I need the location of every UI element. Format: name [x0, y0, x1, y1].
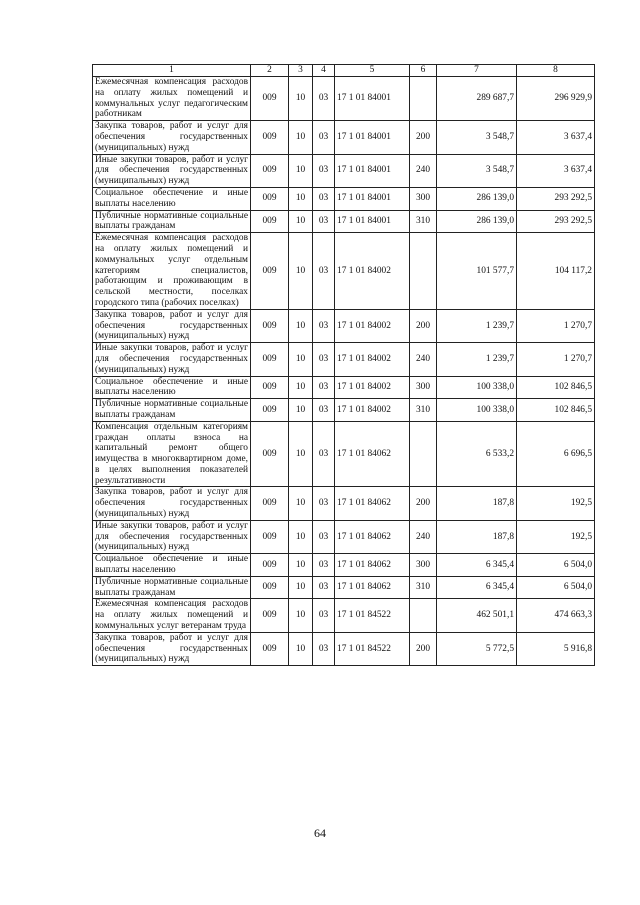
row-amount-year2: 192,5 [517, 487, 595, 520]
table-body [93, 65, 595, 666]
table-row [93, 599, 595, 632]
row-amount-year2: 104 117,2 [517, 233, 595, 310]
row-name: Ежемесячная компенсация расходов на оплату жилых помещений и коммунальных услуг отдельным категориям специалистов, работающим и проживающим в сельской местности, поселках городского типа (рабочих поселках) [93, 233, 251, 310]
row-section: 10 [289, 399, 313, 422]
header-cell-2: 2 [251, 65, 289, 77]
row-target-article: 17 1 01 84062 [335, 554, 410, 577]
row-section: 10 [289, 632, 313, 665]
row-subsection: 03 [313, 421, 335, 487]
row-target-article: 17 1 01 84522 [335, 599, 410, 632]
header-cell-8: 8 [517, 65, 595, 77]
row-grbs: 009 [251, 487, 289, 520]
header-cell-5: 5 [335, 65, 410, 77]
row-expense-type: 310 [410, 399, 437, 422]
row-grbs: 009 [251, 210, 289, 233]
row-name: Социальное обеспечение и иные выплаты населению [93, 376, 251, 399]
table-row [93, 576, 595, 599]
row-name: Компенсация отдельным категориям граждан оплаты взноса на капитальный ремонт общего имущества в многоквартирном доме, в целях выполнения показателей результативности [93, 421, 251, 487]
header-cell-6: 6 [410, 65, 437, 77]
row-grbs: 009 [251, 399, 289, 422]
row-section: 10 [289, 154, 313, 187]
row-section: 10 [289, 77, 313, 121]
row-expense-type [410, 421, 437, 487]
table-row [93, 343, 595, 376]
row-expense-type: 310 [410, 210, 437, 233]
row-grbs: 009 [251, 554, 289, 577]
row-name: Закупка товаров, работ и услуг для обеспечения государственных (муниципальных) нужд [93, 121, 251, 154]
row-section: 10 [289, 233, 313, 310]
row-amount-year2: 293 292,5 [517, 187, 595, 210]
table-row [93, 121, 595, 154]
row-grbs: 009 [251, 520, 289, 553]
table-row [93, 210, 595, 233]
header-cell-7: 7 [437, 65, 517, 77]
row-name: Иные закупки товаров, работ и услуг для обеспечения государственных (муниципальных) нужд [93, 520, 251, 553]
row-amount-year1: 187,8 [437, 487, 517, 520]
row-name: Ежемесячная компенсация расходов на оплату жилых помещений и коммунальных услуг ветеранам труда [93, 599, 251, 632]
row-expense-type: 200 [410, 309, 437, 342]
row-subsection: 03 [313, 309, 335, 342]
row-amount-year2: 1 270,7 [517, 343, 595, 376]
table-row [93, 187, 595, 210]
table-row [93, 376, 595, 399]
row-amount-year2: 474 663,3 [517, 599, 595, 632]
row-section: 10 [289, 576, 313, 599]
row-section: 10 [289, 487, 313, 520]
row-section: 10 [289, 343, 313, 376]
row-amount-year2: 3 637,4 [517, 121, 595, 154]
row-amount-year1: 3 548,7 [437, 154, 517, 187]
row-grbs: 009 [251, 77, 289, 121]
row-grbs: 009 [251, 599, 289, 632]
row-amount-year2: 6 696,5 [517, 421, 595, 487]
row-grbs: 009 [251, 154, 289, 187]
row-expense-type: 300 [410, 187, 437, 210]
row-expense-type: 200 [410, 121, 437, 154]
row-amount-year1: 100 338,0 [437, 399, 517, 422]
row-grbs: 009 [251, 632, 289, 665]
row-amount-year1: 5 772,5 [437, 632, 517, 665]
row-target-article: 17 1 01 84001 [335, 121, 410, 154]
row-name: Иные закупки товаров, работ и услуг для обеспечения государственных (муниципальных) нужд [93, 154, 251, 187]
row-expense-type: 240 [410, 154, 437, 187]
header-cell-3: 3 [289, 65, 313, 77]
row-amount-year1: 187,8 [437, 520, 517, 553]
row-expense-type: 200 [410, 632, 437, 665]
row-amount-year2: 102 846,5 [517, 399, 595, 422]
row-subsection: 03 [313, 343, 335, 376]
row-amount-year1: 6 345,4 [437, 554, 517, 577]
row-amount-year1: 6 345,4 [437, 576, 517, 599]
row-section: 10 [289, 309, 313, 342]
row-amount-year1: 289 687,7 [437, 77, 517, 121]
row-subsection: 03 [313, 233, 335, 310]
row-target-article: 17 1 01 84522 [335, 632, 410, 665]
row-amount-year2: 5 916,8 [517, 632, 595, 665]
header-cell-1: 1 [93, 65, 251, 77]
row-expense-type: 300 [410, 376, 437, 399]
row-expense-type: 240 [410, 343, 437, 376]
row-subsection: 03 [313, 399, 335, 422]
row-amount-year1: 286 139,0 [437, 210, 517, 233]
row-target-article: 17 1 01 84001 [335, 154, 410, 187]
row-target-article: 17 1 01 84002 [335, 376, 410, 399]
row-section: 10 [289, 210, 313, 233]
row-subsection: 03 [313, 520, 335, 553]
row-grbs: 009 [251, 233, 289, 310]
row-target-article: 17 1 01 84062 [335, 487, 410, 520]
row-target-article: 17 1 01 84062 [335, 520, 410, 553]
row-amount-year1: 462 501,1 [437, 599, 517, 632]
row-name: Публичные нормативные социальные выплаты гражданам [93, 210, 251, 233]
row-amount-year1: 100 338,0 [437, 376, 517, 399]
row-subsection: 03 [313, 154, 335, 187]
row-name: Социальное обеспечение и иные выплаты населению [93, 554, 251, 577]
row-target-article: 17 1 01 84062 [335, 421, 410, 487]
table-row [93, 421, 595, 487]
row-subsection: 03 [313, 576, 335, 599]
row-amount-year2: 192,5 [517, 520, 595, 553]
row-subsection: 03 [313, 77, 335, 121]
table-row [93, 154, 595, 187]
row-amount-year1: 6 533,2 [437, 421, 517, 487]
row-name: Закупка товаров, работ и услуг для обеспечения государственных (муниципальных) нужд [93, 309, 251, 342]
row-subsection: 03 [313, 487, 335, 520]
row-amount-year1: 101 577,7 [437, 233, 517, 310]
page-number: 64 [314, 826, 326, 840]
table-row [93, 520, 595, 553]
row-section: 10 [289, 520, 313, 553]
row-name: Социальное обеспечение и иные выплаты населению [93, 187, 251, 210]
row-grbs: 009 [251, 376, 289, 399]
row-amount-year2: 1 270,7 [517, 309, 595, 342]
row-amount-year1: 1 239,7 [437, 309, 517, 342]
row-section: 10 [289, 554, 313, 577]
table-row [93, 554, 595, 577]
row-amount-year1: 3 548,7 [437, 121, 517, 154]
header-row [93, 65, 595, 77]
row-expense-type [410, 77, 437, 121]
row-grbs: 009 [251, 309, 289, 342]
row-target-article: 17 1 01 84002 [335, 233, 410, 310]
row-grbs: 009 [251, 421, 289, 487]
row-amount-year2: 3 637,4 [517, 154, 595, 187]
row-subsection: 03 [313, 187, 335, 210]
row-expense-type: 310 [410, 576, 437, 599]
row-expense-type [410, 599, 437, 632]
table-row [93, 399, 595, 422]
row-name: Закупка товаров, работ и услуг для обеспечения государственных (муниципальных) нужд [93, 632, 251, 665]
row-subsection: 03 [313, 210, 335, 233]
row-target-article: 17 1 01 84002 [335, 343, 410, 376]
row-subsection: 03 [313, 121, 335, 154]
row-name: Публичные нормативные социальные выплаты гражданам [93, 399, 251, 422]
row-amount-year2: 6 504,0 [517, 576, 595, 599]
row-amount-year2: 296 929,9 [517, 77, 595, 121]
row-expense-type: 200 [410, 487, 437, 520]
table-row [93, 632, 595, 665]
row-section: 10 [289, 376, 313, 399]
row-subsection: 03 [313, 632, 335, 665]
row-target-article: 17 1 01 84002 [335, 399, 410, 422]
row-name: Иные закупки товаров, работ и услуг для обеспечения государственных (муниципальных) нужд [93, 343, 251, 376]
row-target-article: 17 1 01 84001 [335, 210, 410, 233]
row-name: Ежемесячная компенсация расходов на оплату жилых помещений и коммунальных услуг педагогическим работникам [93, 77, 251, 121]
row-target-article: 17 1 01 84002 [335, 309, 410, 342]
table-row [93, 309, 595, 342]
row-subsection: 03 [313, 599, 335, 632]
row-amount-year1: 1 239,7 [437, 343, 517, 376]
row-amount-year2: 102 846,5 [517, 376, 595, 399]
row-grbs: 009 [251, 187, 289, 210]
row-expense-type [410, 233, 437, 310]
row-name: Публичные нормативные социальные выплаты гражданам [93, 576, 251, 599]
row-amount-year1: 286 139,0 [437, 187, 517, 210]
row-target-article: 17 1 01 84062 [335, 576, 410, 599]
row-target-article: 17 1 01 84001 [335, 187, 410, 210]
budget-table [92, 64, 595, 666]
table-row [93, 487, 595, 520]
row-amount-year2: 293 292,5 [517, 210, 595, 233]
row-name: Закупка товаров, работ и услуг для обеспечения государственных (муниципальных) нужд [93, 487, 251, 520]
row-subsection: 03 [313, 554, 335, 577]
row-section: 10 [289, 187, 313, 210]
row-amount-year2: 6 504,0 [517, 554, 595, 577]
table-row [93, 233, 595, 310]
header-cell-4: 4 [313, 65, 335, 77]
row-section: 10 [289, 599, 313, 632]
row-expense-type: 240 [410, 520, 437, 553]
row-grbs: 009 [251, 121, 289, 154]
row-subsection: 03 [313, 376, 335, 399]
row-section: 10 [289, 421, 313, 487]
row-section: 10 [289, 121, 313, 154]
row-grbs: 009 [251, 343, 289, 376]
row-expense-type: 300 [410, 554, 437, 577]
table-row [93, 77, 595, 121]
row-target-article: 17 1 01 84001 [335, 77, 410, 121]
row-grbs: 009 [251, 576, 289, 599]
